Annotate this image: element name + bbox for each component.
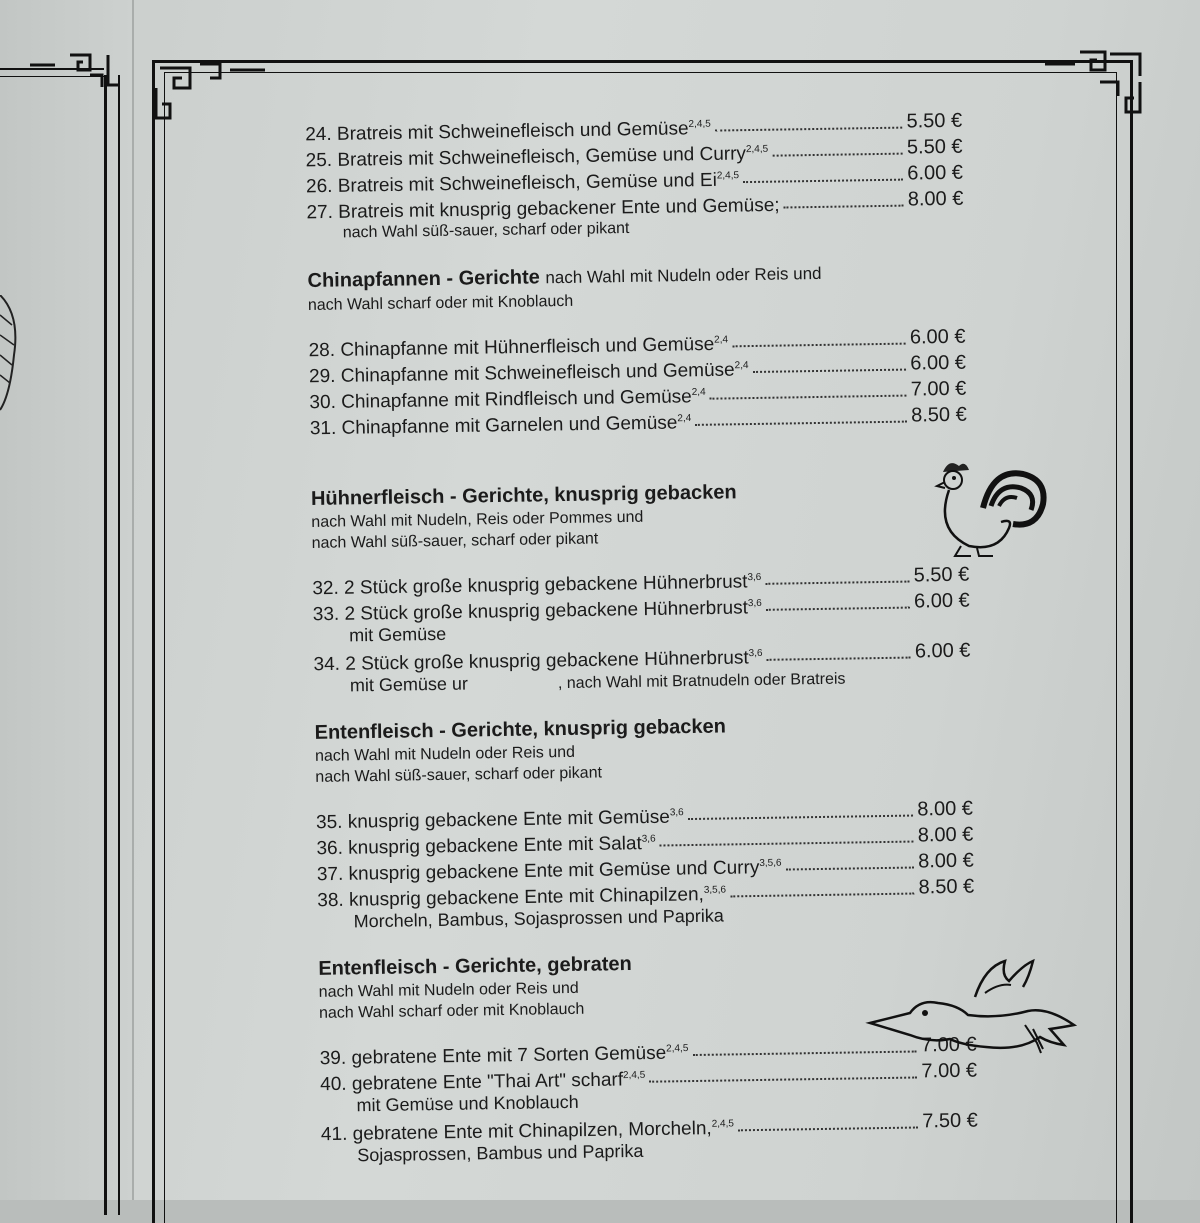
- dot-leader: [730, 893, 914, 898]
- menu-item-number: 29.: [309, 366, 336, 387]
- section-title: Entenfleisch - Gerichte, knusprig gebacken: [314, 709, 979, 745]
- menu-item-number: 30.: [309, 392, 336, 413]
- section-title: Entenfleisch - Gerichte, gebraten: [318, 945, 983, 981]
- section-title: Chinapfannen - Gerichte nach Wahl mit Nudeln oder Reis und: [307, 258, 972, 295]
- menu-item-text: [321, 1111, 734, 1148]
- menu-item-number: 37.: [317, 864, 344, 885]
- menu-item-name: Chinapfanne mit Hühnerfleisch und Gemüse: [340, 334, 714, 361]
- menu-item-price: 6.00 €: [910, 324, 966, 351]
- menu-item-price: 8.50 €: [918, 874, 974, 901]
- menu-item-name: Bratreis mit knusprig gebackener Ente und Gemüse;: [338, 195, 780, 223]
- menu-item-additives: 2,4: [692, 387, 706, 398]
- menu-item-additives: 2,4,5: [666, 1043, 688, 1054]
- menu-item-text: [320, 1063, 646, 1098]
- menu-item-name: knusprig gebackene Ente mit Gemüse: [348, 807, 670, 833]
- chinapfannen-list: [308, 324, 975, 438]
- dot-leader: [773, 153, 903, 157]
- basket-illustration: [0, 295, 20, 415]
- menu-item-additives: 3,6: [642, 834, 656, 845]
- item-continuation: Sojasprossen, Bambus und Paprika: [321, 1133, 986, 1167]
- dot-leader: [649, 1077, 917, 1083]
- menu-item-additives: 3,6: [670, 807, 684, 818]
- left-frame-border: [118, 75, 120, 1215]
- menu-item-additives: 2,4: [735, 360, 749, 371]
- section-description: nach Wahl süß-sauer, scharf oder pikant: [312, 523, 977, 554]
- left-menu-page: [0, 0, 134, 1200]
- dot-leader: [765, 581, 909, 585]
- menu-item-price: 8.00 €: [917, 796, 973, 823]
- dot-leader: [709, 395, 906, 400]
- menu-item-name: Chinapfanne mit Garnelen und Gemüse: [341, 413, 677, 439]
- dot-leader: [786, 867, 914, 871]
- menu-item-number: 28.: [308, 340, 335, 361]
- menu-item-additives: 3,6: [748, 598, 762, 609]
- menu-item-name: Bratreis mit Schweinefleisch, Gemüse und Ei: [338, 170, 717, 197]
- menu-item-name: 2 Stück große knusprig gebackene Hühnerbrust: [344, 597, 748, 624]
- section-description: nach Wahl mit Nudeln oder Reis und: [315, 735, 980, 766]
- section-description: nach Wahl scharf oder mit Knoblauch: [308, 285, 973, 316]
- menu-item-price: 7.00 €: [921, 1032, 977, 1059]
- menu-item-name: gebratene Ente "Thai Art" scharf: [352, 1069, 623, 1094]
- dot-leader: [695, 421, 907, 426]
- menu-item-additives: 3,5,6: [759, 858, 781, 869]
- menu-item-name: knusprig gebackene Ente mit Gemüse und Curry: [348, 857, 759, 884]
- dot-leader: [688, 815, 913, 821]
- menu-item-name: knusprig gebackene Ente mit Chinapilzen,: [349, 884, 704, 911]
- item-continuation: mit Gemüse: [313, 613, 978, 647]
- duck-illustration: [865, 955, 1080, 1060]
- dot-leader: [738, 1126, 918, 1131]
- dot-leader: [753, 369, 906, 373]
- ornament-corner-icon: [150, 58, 270, 128]
- item-continuation: nach Wahl süß-sauer, scharf oder pikant: [307, 212, 972, 246]
- dot-leader: [767, 657, 911, 661]
- menu-item-number: 36.: [316, 838, 343, 859]
- bratreis-list: [305, 108, 972, 222]
- menu-item-additives: 2,4,5: [746, 144, 768, 155]
- dot-leader: [766, 607, 910, 611]
- item-continuation: mit Gemüse und Knoblauch: [320, 1083, 985, 1117]
- section-description: nach Wahl mit Nudeln oder Reis und: [319, 971, 984, 1002]
- rooster-illustration: [925, 450, 1055, 560]
- menu-item-number: 38.: [317, 890, 344, 911]
- menu-item-additives: 3,6: [749, 648, 763, 659]
- menu-item-additives: 3,6: [747, 572, 761, 583]
- menu-item-name: Chinapfanne mit Schweinefleisch und Gemüse: [341, 360, 735, 387]
- menu-item-name: gebratene Ente mit Chinapilzen, Morcheln,: [353, 1118, 712, 1145]
- menu-item-number: 40.: [320, 1074, 347, 1095]
- menu-item-additives: 2,4,5: [712, 1118, 734, 1129]
- section-description: nach Wahl süß-sauer, scharf oder pikant: [315, 756, 980, 787]
- menu-item-additives: 2,4,5: [717, 170, 739, 181]
- menu-item-number: 41.: [321, 1124, 348, 1145]
- menu-item-name: 2 Stück große knusprig gebackene Hühnerbrust: [345, 647, 749, 674]
- menu-item-additives: 3,5,6: [704, 884, 726, 895]
- menu-item-price: 5.50 €: [906, 108, 962, 135]
- menu-item-text: [310, 406, 692, 442]
- menu-item-number: 25.: [306, 150, 333, 171]
- menu-item-price: 7.00 €: [921, 1058, 977, 1085]
- menu-item-name: gebratene Ente mit 7 Sorten Gemüse: [351, 1043, 666, 1069]
- menu-item-additives: 2,4: [677, 413, 691, 424]
- menu-item-name: Bratreis mit Schweinefleisch und Gemüse: [337, 118, 689, 145]
- dot-leader: [733, 343, 906, 348]
- menu-item-number: 33.: [313, 604, 340, 625]
- menu-item-additives: 2,4,5: [688, 119, 710, 130]
- menu-item-price: 6.00 €: [915, 638, 971, 665]
- menu-item-price: 8.00 €: [918, 848, 974, 875]
- menu-item-number: 26.: [306, 176, 333, 197]
- ente-knusprig-list: [316, 795, 983, 933]
- menu-item-text: [317, 877, 726, 914]
- menu-item-number: 27.: [306, 202, 333, 223]
- menu-item-price: 5.50 €: [913, 562, 969, 589]
- menu-item-number: 35.: [316, 812, 343, 833]
- menu-item-name: Bratreis mit Schweinefleisch, Gemüse und Curry: [337, 143, 746, 170]
- menu-item-price: 6.00 €: [907, 160, 963, 187]
- section-description: nach Wahl mit Nudeln, Reis oder Pommes und: [311, 502, 976, 533]
- dot-leader: [715, 127, 902, 132]
- ornament-corner-icon: [1040, 42, 1150, 132]
- dot-leader: [783, 205, 903, 209]
- menu-item-price: 7.50 €: [922, 1108, 978, 1135]
- menu-item-additives: 2,4: [714, 334, 728, 345]
- section-huehnerfleisch: [311, 476, 977, 554]
- item-continuation: Morcheln, Bambus, Sojasprossen und Paprika: [317, 899, 982, 933]
- menu-item-name: Chinapfanne mit Rindfleisch und Gemüse: [341, 386, 692, 413]
- menu-item-number: 32.: [312, 578, 339, 599]
- menu-item-name: 2 Stück große knusprig gebackene Hühnerbrust: [344, 571, 748, 598]
- menu-item-additives: 2,4,5: [623, 1070, 645, 1081]
- menu-item-price: 5.50 €: [907, 134, 963, 161]
- menu-item-price: 6.00 €: [910, 350, 966, 377]
- section-description: nach Wahl scharf oder mit Knoblauch: [319, 992, 984, 1023]
- menu-item-number: 24.: [305, 124, 332, 145]
- section-ente-knusprig: [314, 709, 980, 787]
- huehnerfleisch-list: [312, 561, 979, 697]
- menu-item-number: 34.: [313, 654, 340, 675]
- menu-item-name: knusprig gebackene Ente mit Salat: [348, 833, 642, 859]
- menu-item-price: 6.00 €: [914, 588, 970, 615]
- left-frame-border: [104, 75, 107, 1215]
- menu-item-price: 8.00 €: [908, 186, 964, 213]
- item-continuation-part: mit Gemüse ur: [350, 674, 468, 696]
- menu-item-number: 39.: [320, 1048, 347, 1069]
- section-title: Hühnerfleisch - Gerichte, knusprig gebacken: [311, 476, 976, 512]
- menu-item-price: 7.00 €: [911, 376, 967, 403]
- menu-item-price: 8.00 €: [918, 822, 974, 849]
- menu-item-number: 31.: [310, 418, 337, 439]
- item-continuation-part: , nach Wahl mit Bratnudeln oder Bratreis: [558, 671, 846, 693]
- ornament-corner-icon: [30, 45, 120, 105]
- dot-leader: [659, 841, 913, 847]
- dot-leader: [743, 179, 903, 184]
- menu-item-price: 8.50 €: [911, 402, 967, 429]
